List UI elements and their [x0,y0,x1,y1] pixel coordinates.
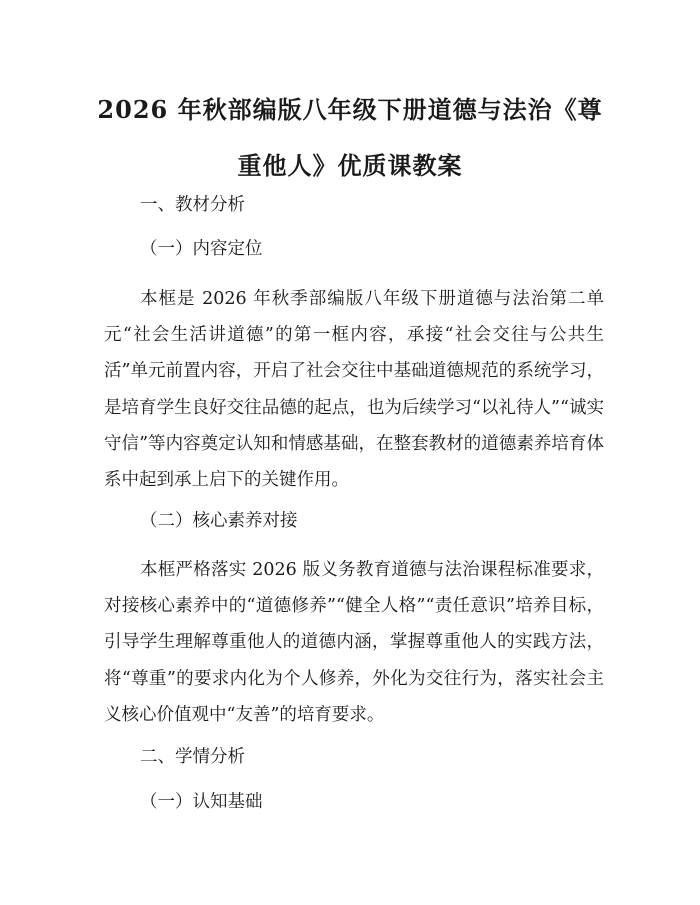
document-title: 2026 年秋部编版八年级下册道德与法治《尊重他人》优质课教案 [97,95,603,180]
paragraph-content-positioning: 本框是 2026 年秋季部编版八年级下册道德与法治第二单元“社会生活讲道德”的第一框内容，承接“社会交往与公共生活”单元前置内容，开启了社会交往中基础道德规范的系统学习，是培育学生良好交往品德的起点，也为后续学习“以礼待人”“诚实守信”等内容奠定认知和情感基础，在整套教材的道德素养培育体系中起到承上启下的关键作用。 [104,289,604,491]
section-heading-1: 一、教材分析 [140,195,245,215]
subsection-heading-1-2: （二）核心素养对接 [140,511,298,531]
subsection-heading-2-1: （一）认知基础 [140,792,263,812]
paragraph-core-literacy: 本框严格落实 2026 版义务教育道德与法治课程标准要求，对接核心素养中的“道德修养”“健全人格”“责任意识”培养目标，引导学生理解尊重他人的道德内涵，掌握尊重他人的实践方法，将“尊重”的要求内化为个人修养，外化为交往行为，落实社会主义核心价值观中“友善”的培育要求。 [104,560,604,725]
section-heading-2: 二、学情分析 [140,747,245,767]
subsection-heading-1-1: （一）内容定位 [140,239,263,259]
